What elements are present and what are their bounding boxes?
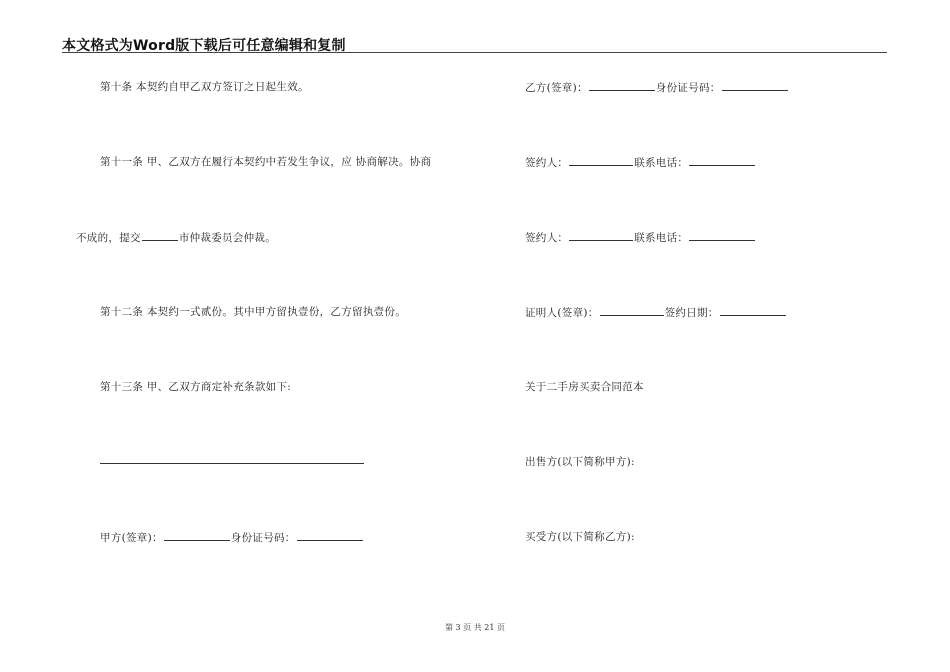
article-12: 第十二条 本契约一式贰份。其中甲方留执壹份，乙方留执壹份。 (100, 306, 407, 318)
article-10: 第十条 本契约自甲乙双方签订之日起生效。 (100, 81, 309, 93)
party-b-signature-row (525, 80, 789, 95)
sign-date-blank (720, 305, 786, 316)
article-11-line-2-start: 不成的，提交 (76, 232, 141, 244)
party-b-id-blank (722, 80, 788, 91)
article-11-line-2 (76, 230, 276, 245)
party-a-sign-label: 甲方(签章)： (100, 532, 163, 544)
party-a-signature-row (100, 530, 364, 545)
party-b-sign-label: 乙方(签章)： (525, 82, 588, 94)
signer-1-blank (569, 155, 633, 166)
witness-row (525, 305, 787, 320)
header-divider (62, 52, 887, 53)
party-b-id-label: 身份证号码： (655, 82, 721, 94)
phone-1-label: 联系电话： (634, 157, 689, 169)
party-a-id-label: 身份证号码： (230, 532, 296, 544)
article-11-line-1: 第十一条 甲、乙双方在履行本契约中若发生争议，应 协商解决。协商 (100, 156, 432, 168)
party-a-sign-blank (164, 530, 230, 541)
page-number: 第 3 页 共 21 页 (445, 623, 505, 632)
seller-line: 出售方(以下简称甲方): (525, 456, 635, 468)
party-b-sign-blank (589, 80, 655, 91)
party-a-id-blank (297, 530, 363, 541)
witness-label: 证明人(签章)： (525, 307, 599, 319)
buyer-line: 买受方(以下简称乙方): (525, 531, 635, 543)
signer-2-blank (569, 230, 633, 241)
witness-blank (600, 305, 664, 316)
document-header-title: 本文格式为Word版下载后可任意编辑和复制 (62, 38, 346, 54)
phone-2-blank (689, 230, 755, 241)
signer-2-label: 签约人： (525, 232, 569, 244)
supplementary-terms-blank (100, 463, 364, 464)
contract-title: 关于二手房买卖合同范本 (525, 381, 644, 393)
sign-date-label: 签约日期： (664, 307, 719, 319)
arbitration-city-blank (142, 230, 178, 241)
phone-2-label: 联系电话： (634, 232, 689, 244)
article-13: 第十三条 甲、乙双方商定补充条款如下: (100, 381, 292, 393)
signer-row-1 (525, 155, 756, 170)
signer-1-label: 签约人： (525, 157, 569, 169)
signer-row-2 (525, 230, 756, 245)
phone-1-blank (689, 155, 755, 166)
article-11-line-2-end: 市仲裁委员会仲裁。 (178, 232, 277, 244)
